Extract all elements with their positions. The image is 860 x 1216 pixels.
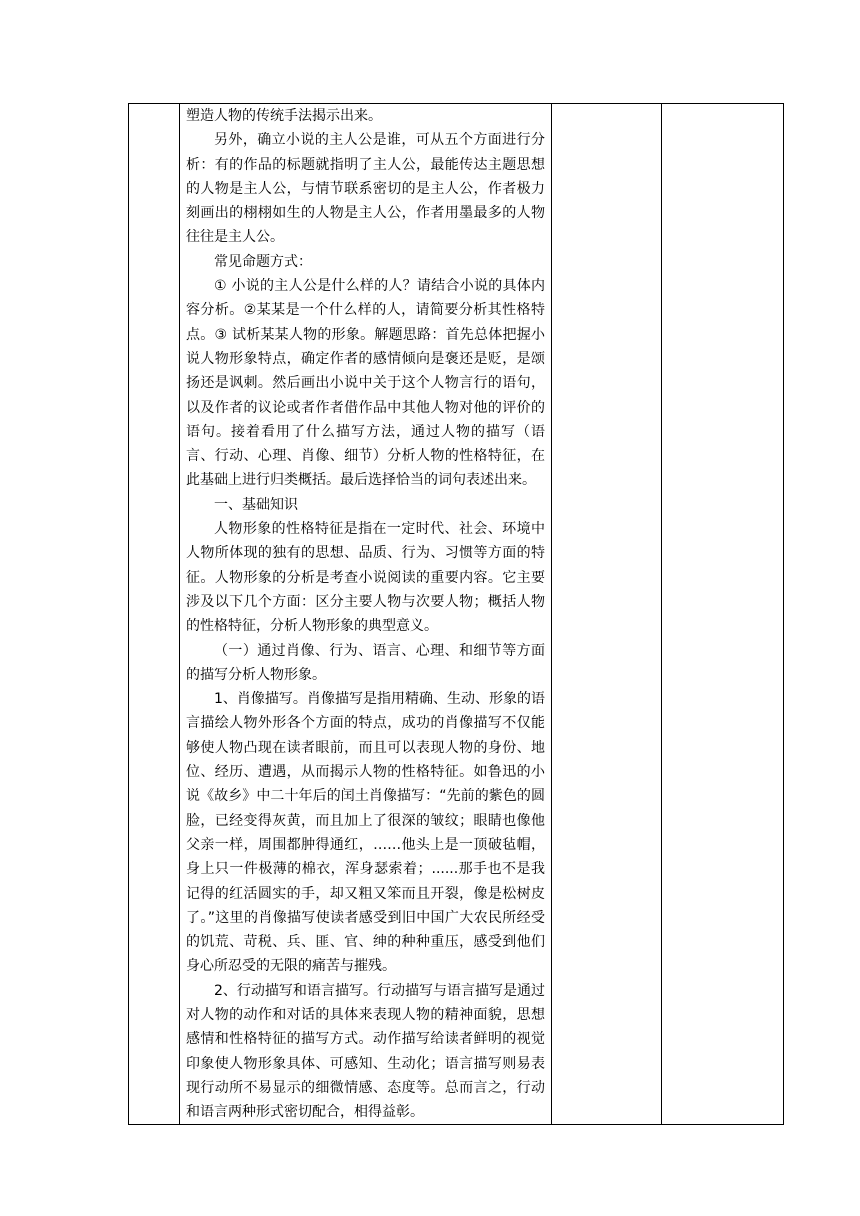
right-cell-2 (662, 104, 784, 1125)
document-table (128, 103, 784, 1125)
main-text-cell (180, 104, 552, 1125)
paragraph-question-types: ① 小说的主人公是什么样的人？请结合小说的具体内容分析。②某某是一个什么样的人，请简要分析其性格特点。③ 试析某某人物的形象。解题思路：首先总体把握小说人物形象特点，确定作者的感情倾向是褒还是贬，是颂扬还是讽刺。然后画出小说中关于这个人物言行的语句，以及作者的议论或者作者借作品中其他人物对他的评价的语句。接着看用了什么描写方法，通过人物的描写（语言、行动、心理、肖像、细节）分析人物的性格特征，在此基础上进行归类概括。最后选择恰当的词句表述出来。 (186, 278, 545, 489)
left-narrow-cell (129, 104, 180, 1125)
section-heading-basics: 一、基础知识 (214, 496, 298, 513)
table-row (129, 104, 784, 1125)
paragraph-character-traits: 人物形象的性格特征是指在一定时代、社会、环境中人物所体现的独有的思想、品质、行为、习惯等方面的特征。人物形象的分析是考查小说阅读的重要内容。它主要涉及以下几个方面：区分主要人物与次要人物；概括人物的性格特征，分析人物形象的典型意义。 (186, 521, 545, 635)
paragraph-action-language-description: 2、行动描写和语言描写。行动描写与语言描写是通过对人物的动作和对话的具体来表现人物的精神面貌，思想感情和性格特征的描写方式。动作描写给读者鲜明的视觉印象使人物形象具体、可感知、生动化；语言描写则易表现行动所不易显示的细微情感、态度等。总而言之，行动和语言两种形式密切配合，相得益彰。 (186, 982, 545, 1121)
right-cell-1 (552, 104, 662, 1125)
paragraph-portrait-description: 1、肖像描写。肖像描写是指用精确、生动、形象的语言描绘人物外形各个方面的特点，成功的肖像描写不仅能够使人物凸现在读者眼前，而且可以表现人物的身份、地位、经历、遭遇，从而揭示人物的性格特征。如鲁迅的小说《故乡》中二十年后的闰土肖像描写：“先前的紫色的圆脸，已经变得灰黄，而且加上了很深的皱纹；眼睛也像他父亲一样，周围都肿得通红，……他头上是一顶破毡帽，身上只一件极薄的棉衣，浑身瑟索着；......那手也不是我记得的红活圆实的手，却又粗又笨而且开裂，像是松树皮了。”这里的肖像描写使读者感受到旧中国广大农民所经受的饥荒、苛税、兵、匪、官、绅的种种重压，感受到他们身心所忍受的无限的痛苦与摧残。 (186, 691, 545, 975)
paragraph-protagonist: 另外，确立小说的主人公是谁，可从五个方面进行分析：有的作品的标题就指明了主人公，最能传达主题思想的人物是主人公，与情节联系密切的是主人公，作者极力刻画出的栩栩如生的人物是主人公，作者用墨最多的人物往往是主人公。 (186, 132, 545, 246)
subsection-heading-description: （一）通过肖像、行为、语言、心理、和细节等方面的描写分析人物形象。 (186, 642, 545, 683)
paragraph-question-types-heading: 常见命题方式： (214, 253, 312, 270)
paragraph-continuation: 塑造人物的传统手法揭示出来。 (186, 108, 382, 124)
